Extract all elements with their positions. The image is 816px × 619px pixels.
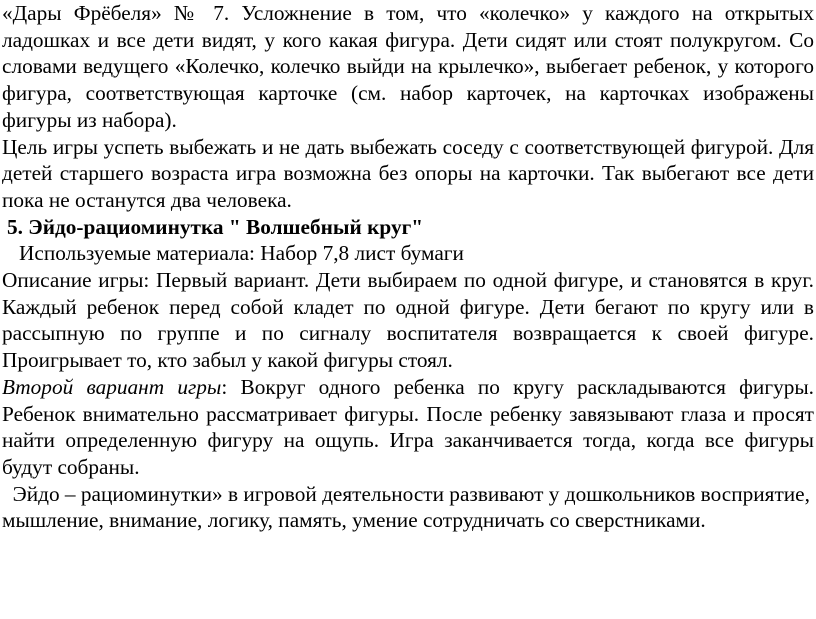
variant2-paragraph [0,374,816,481]
conclusion-paragraph [0,481,816,534]
variant2-label: Второй вариант игры [2,374,222,399]
description-paragraph: Описание игры: Первый вариант. Дети выбираем по одной фигуре, и становятся в круг. Каждый ребенок перед собой кладет по одной фигуре. Дети бегают по кругу или в рассыпную по группе и по сигналу воспитателя возвращается к своей фигуре. Проигрывает то, кто забыл у какой фигуры стоял. [2,268,814,373]
game7-goal-paragraph: Цель игры успеть выбежать и не дать выбежать соседу с соответствующей фигурой. Для детей старшего возраста игра возможна без опоры на карточки. Так выбегают все дети пока не останутся два человека. [2,134,814,212]
conclusion-text: Эйдо – рациоминутки» в игровой деятельности развивают у дошкольников восприятие, мышление, внимание, логику, память, умение сотрудничать со сверстниками. [2,481,810,533]
section5-heading: 5. Эйдо-рациоминутка " Волшебный круг" [7,214,424,239]
materials-line: Используемые материала: Набор 7,8 лист бумаги [19,241,464,266]
game7-paragraph: «Дары Фрёбеля» № 7. Усложнение в том, что «колечко» у каждого на открытых ладошках и все дети видят, у кого какая фигура. Дети сидят или стоят полукругом. Со словами ведущего «Колечко, колечко выйди на крылечко», выбегает ребенок, у которого фигура, соответствующая карточке (см. набор карточек, на карточках изображены фигуры из набора). [2,1,814,132]
variant2-text: : Вокруг одного ребенка по кругу раскладываются фигуры. Ребенок внимательно рассматривает фигуры. После ребенку завязывают глаза и просят найти определенную фигуру на ощупь. Игра заканчивается тогда, когда все фигуры будут собраны. [2,374,814,479]
